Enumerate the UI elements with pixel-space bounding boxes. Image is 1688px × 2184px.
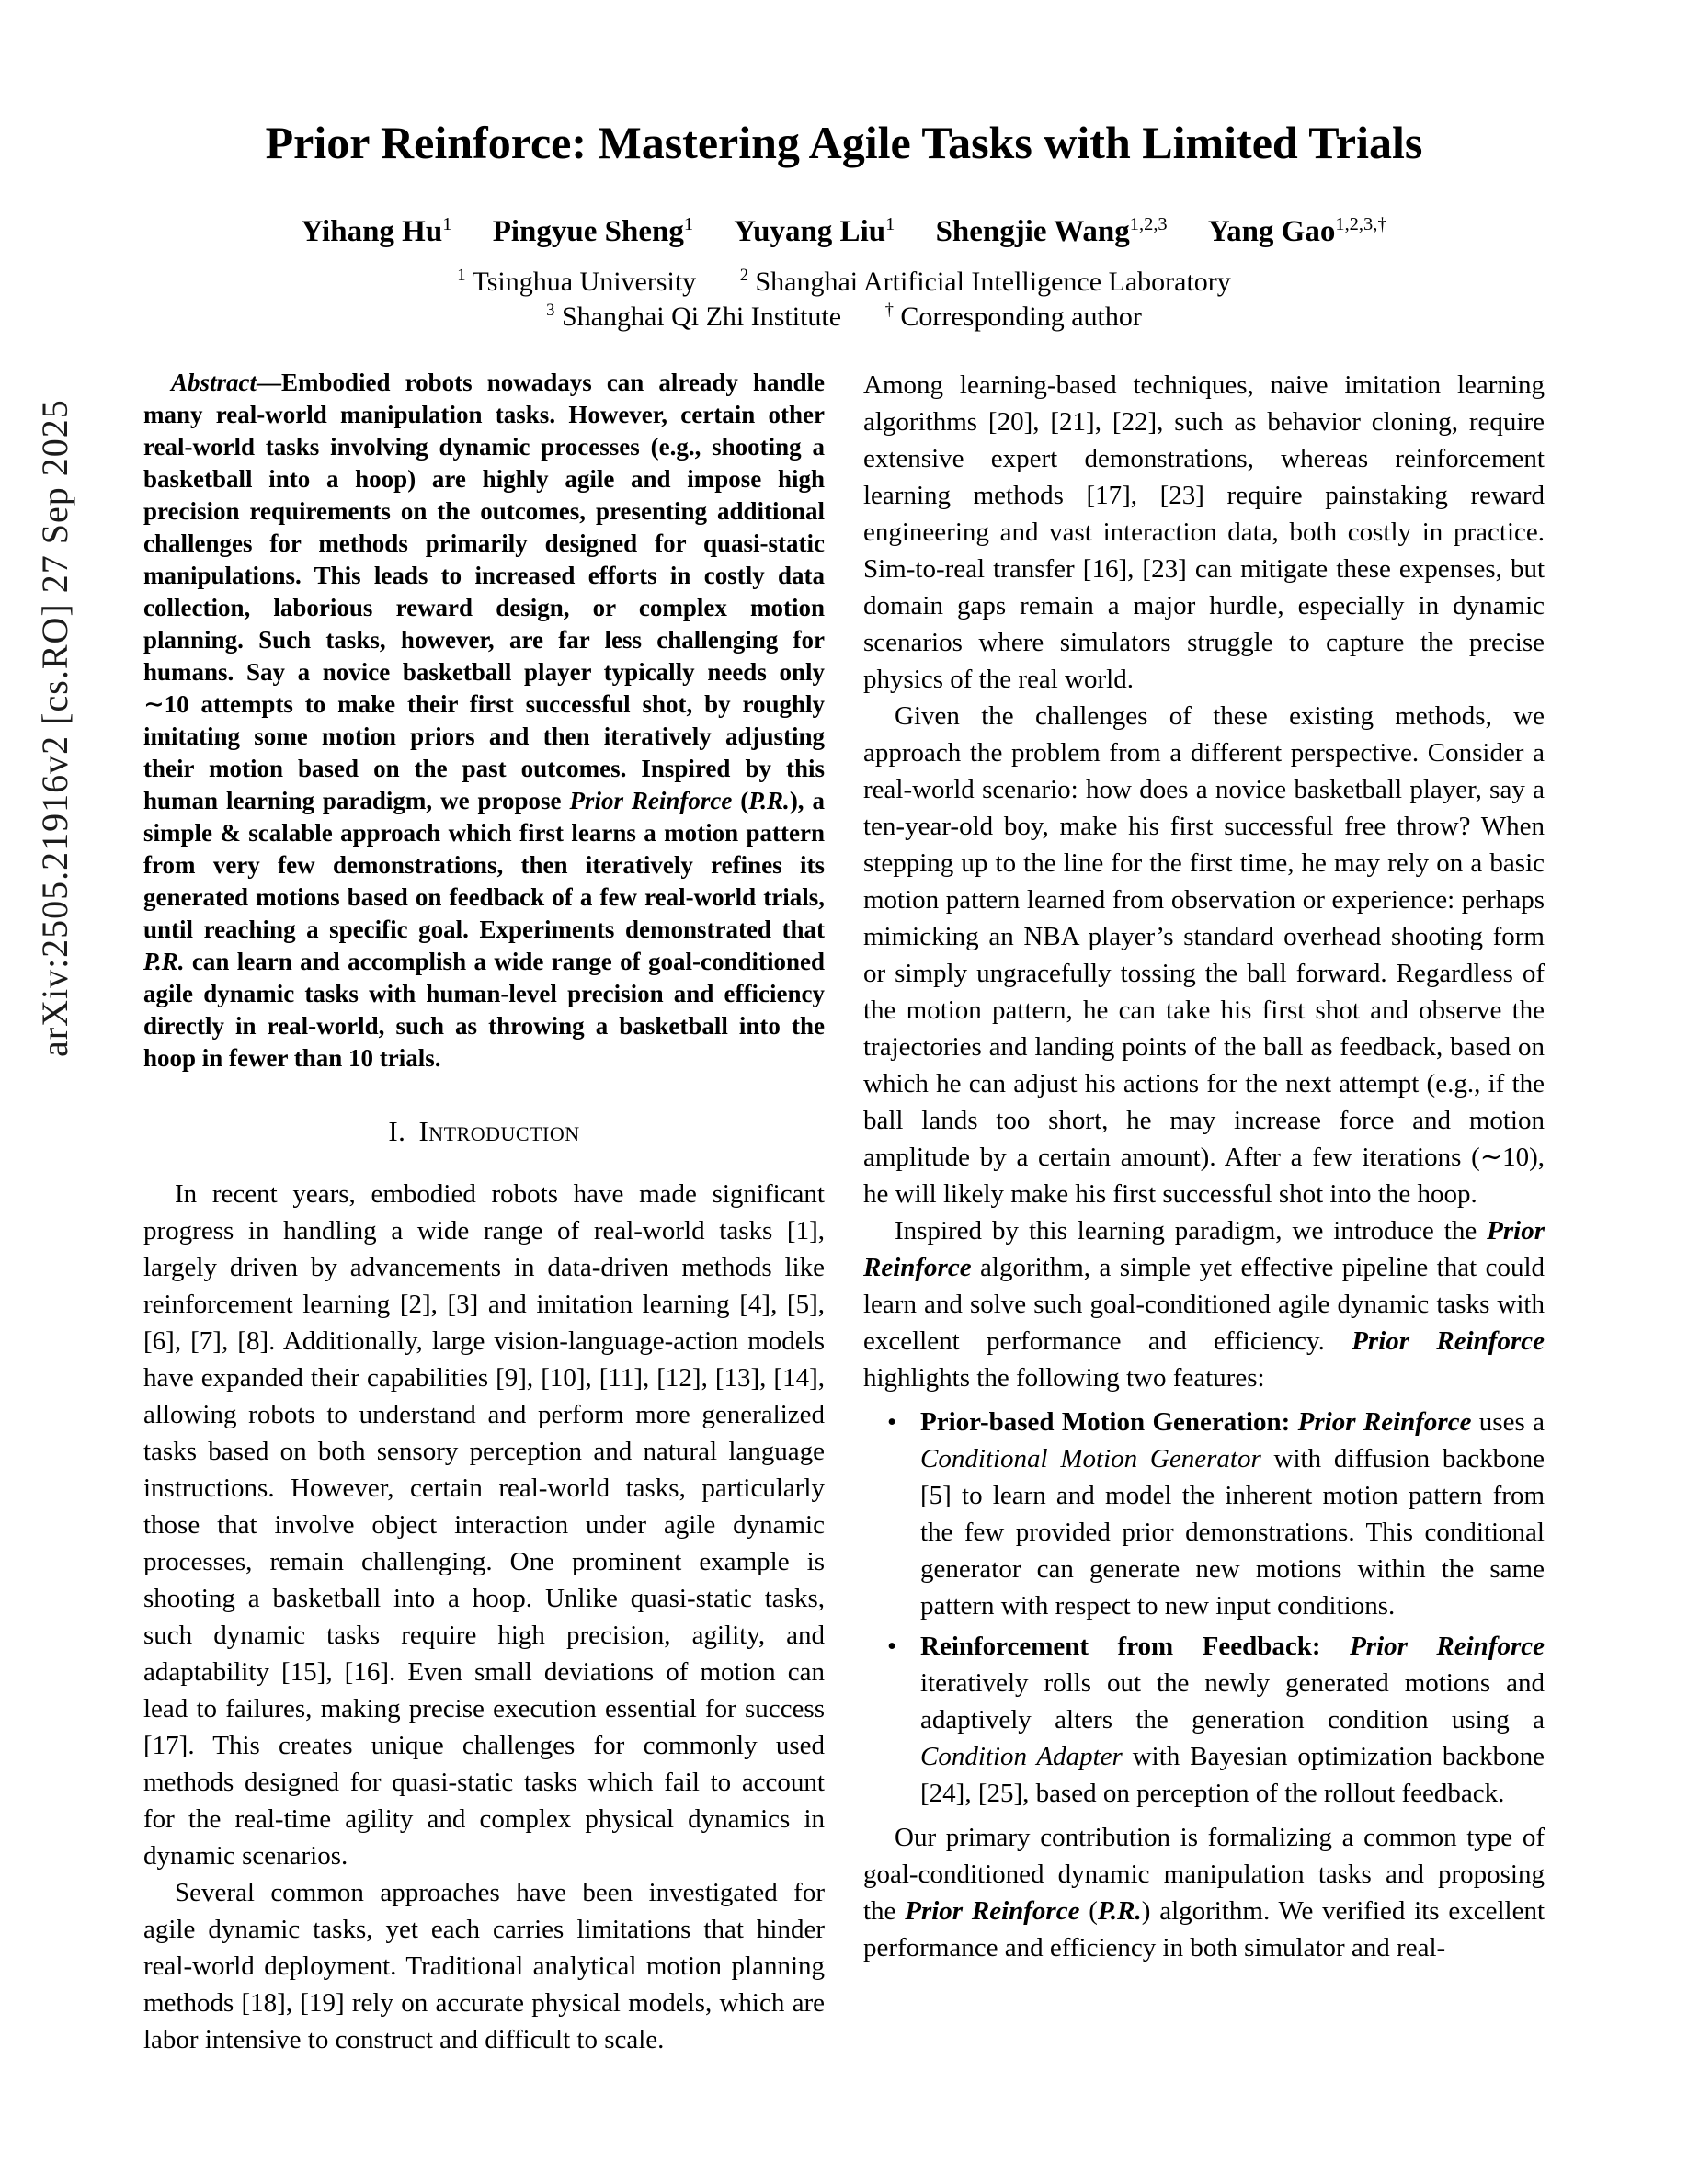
bullet-item (887, 1628, 1545, 1812)
author-name: Pingyue Sheng (492, 215, 684, 248)
bullet-marker: • (887, 1407, 897, 1437)
paragraph-intro-2: Several common approaches have been investigated for agile dynamic tasks, yet each carries limitations that hinder real-world deployment. Traditional analytical motion planning methods [18], [19] rely on accurate physical models, which are labor intensive to construct and difficult to scale. (143, 1878, 825, 2054)
section-number: I. (388, 1115, 406, 1147)
bullet-text: Prior-based Motion Generation: Prior Reinforce uses a Conditional Motion Generator with diffusion backbone [5] to learn and model the inherent motion pattern from the few provided prior demonstrations. This conditional generator can generate new motions within the same pattern with respect to new input conditions. (920, 1407, 1545, 1621)
left-column (143, 367, 825, 2058)
author (936, 215, 1168, 248)
author-affil-sup: 1 (683, 214, 694, 234)
bullet-item (887, 1404, 1545, 1624)
paragraph-intro-5: Inspired by this learning paradigm, we introduce the Prior Reinforce algorithm, a simple yet effective pipeline that could learn and solve such goal-conditioned agile dynamic tasks with excellent performance and efficiency. Prior Reinforce highlights the following two features: (863, 1216, 1545, 1393)
author (301, 215, 451, 248)
arxiv-watermark: arXiv:2505.21916v2 [cs.RO] 27 Sep 2025 (34, 399, 75, 1057)
abstract-paragraph: Abstract—Embodied robots nowadays can already handle many real-world manipulation tasks. However, certain other real-world tasks involving dynamic processes (e.g., shooting a basketball into a hoop) are highly agile and impose high precision requirements on the outcomes, presenting additional challenges for methods primarily designed for quasi-static manipulations. This leads to increased efforts in costly data collection, laborious reward design, or complex motion planning. Such tasks, however, are far less challenging for humans. Say a novice basketball player typically needs only ∼10 attempts to make their first successful shot, by roughly imitating some motion priors and then iteratively adjusting their motion based on the past outcomes. Inspired by this human learning paradigm, we propose Prior Reinforce (P.R.), a simple & scalable approach which first learns a motion pattern from very few demonstrations, then iteratively refines its generated motions based on feedback of a few real-world trials, until reaching a specific goal. Experiments demonstrated that P.R. can learn and accomplish a wide range of goal-conditioned agile dynamic tasks with human-level precision and efficiency directly in real-world, such as throwing a basketball into the hoop in fewer than 10 trials. (143, 369, 825, 1072)
author-name: Yang Gao (1207, 215, 1336, 248)
author-affil-sup: 1,2,3,† (1335, 214, 1387, 234)
paper-body (0, 367, 1688, 2058)
author (1208, 215, 1387, 248)
affiliation: $^3$ Shanghai Qi Zhi Institute (546, 301, 842, 332)
affiliations-line-2 (0, 301, 1688, 334)
paragraph-intro-4: Given the challenges of these existing methods, we approach the problem from a different perspective. Consider a real-world scenario: how does a novice basketball player, say a ten-year-old boy, make his first successful free throw? When stepping up to the line for the first time, he may rely on a basic motion pattern learned from observation or experience: perhaps mimicking an NBA player’s standard overhead shooting form or simply ungracefully tossing the ball forward. Regardless of the motion pattern, he can take his first shot and observe the trajectories and landing points of the ball as feedback, based on which he can adjust his actions for the next attempt (e.g., if the ball lands too short, he may increase force and motion amplitude by a certain amount). After a few iterations (∼10), he will likely make his first successful shot into the hoop. (863, 701, 1545, 1209)
author (734, 215, 895, 248)
paragraph-intro-1: In recent years, embodied robots have made significant progress in handling a wide range of real-world tasks [1], largely driven by advancements in data-driven methods like reinforcement learning [2], [3] and imitation learning [4], [5], [6], [7], [8]. Additionally, large vision-language-action models have expanded their capabilities [9], [10], [11], [12], [13], [14], allowing robots to understand and perform more generalized tasks based on both sensory perception and natural language instructions. However, certain real-world tasks, particularly those that involve object interaction under agile dynamic processes, remain challenging. One prominent example is shooting a basketball into a hoop. Unlike quasi-static tasks, such dynamic tasks require high precision, agility, and adaptability [15], [16]. Even small deviations of motion can lead to failures, making precise execution essential for success [17]. This creates unique challenges for commonly used methods designed for quasi-static tasks which fail to account for the real-time agility and complex physical dynamics in dynamic scenarios. (143, 1179, 825, 1871)
paragraph-intro-3: Among learning-based techniques, naive imitation learning algorithms [20], [21], [22], such as behavior cloning, require extensive expert demonstrations, whereas reinforcement learning methods [17], [23] require painstaking reward engineering and vast interaction data, both costly in practice. Sim-to-real transfer [16], [23] can mitigate these expenses, but domain gaps remain a major hurdle, especially in dynamic scenarios where simulators struggle to capture the precise physics of the real world. (863, 370, 1545, 694)
affiliations-line-1 (0, 266, 1688, 299)
section-title: Introduction (418, 1115, 580, 1147)
paper-header (0, 0, 1688, 334)
bullet-text: Reinforcement from Feedback: Prior Reinforce iteratively rolls out the newly generated motions and adaptively alters the generation condition using a Condition Adapter with Bayesian optimization backbone [24], [25], based on perception of the rollout feedback. (920, 1632, 1545, 1808)
right-column (863, 367, 1545, 2058)
author-affil-sup: 1 (442, 214, 452, 234)
affiliation: $^2$ Shanghai Artificial Intelligence Laboratory (739, 266, 1231, 297)
affiliation: $^1$ Tsinghua University (457, 266, 697, 297)
author-name: Yuyang Liu (734, 215, 886, 248)
paper-title: Prior Reinforce: Mastering Agile Tasks with Limited Trials (265, 117, 1423, 168)
author (493, 215, 693, 248)
author-affil-sup: 1 (885, 214, 895, 234)
section-heading-introduction (143, 1115, 825, 1148)
paragraph-intro-6: Our primary contribution is formalizing a common type of goal-conditioned dynamic manipulation tasks and proposing the Prior Reinforce (P.R.) algorithm. We verified its excellent performance and efficiency in both simulator and real- (863, 1823, 1545, 1962)
author-name: Yihang Hu (301, 215, 443, 248)
affiliation: † Corresponding author (884, 301, 1142, 332)
feature-list (863, 1404, 1545, 1812)
bullet-marker: • (887, 1632, 897, 1661)
author-affil-sup: 1,2,3 (1129, 214, 1168, 234)
authors-line (0, 215, 1688, 249)
author-name: Shengjie Wang (935, 215, 1130, 248)
